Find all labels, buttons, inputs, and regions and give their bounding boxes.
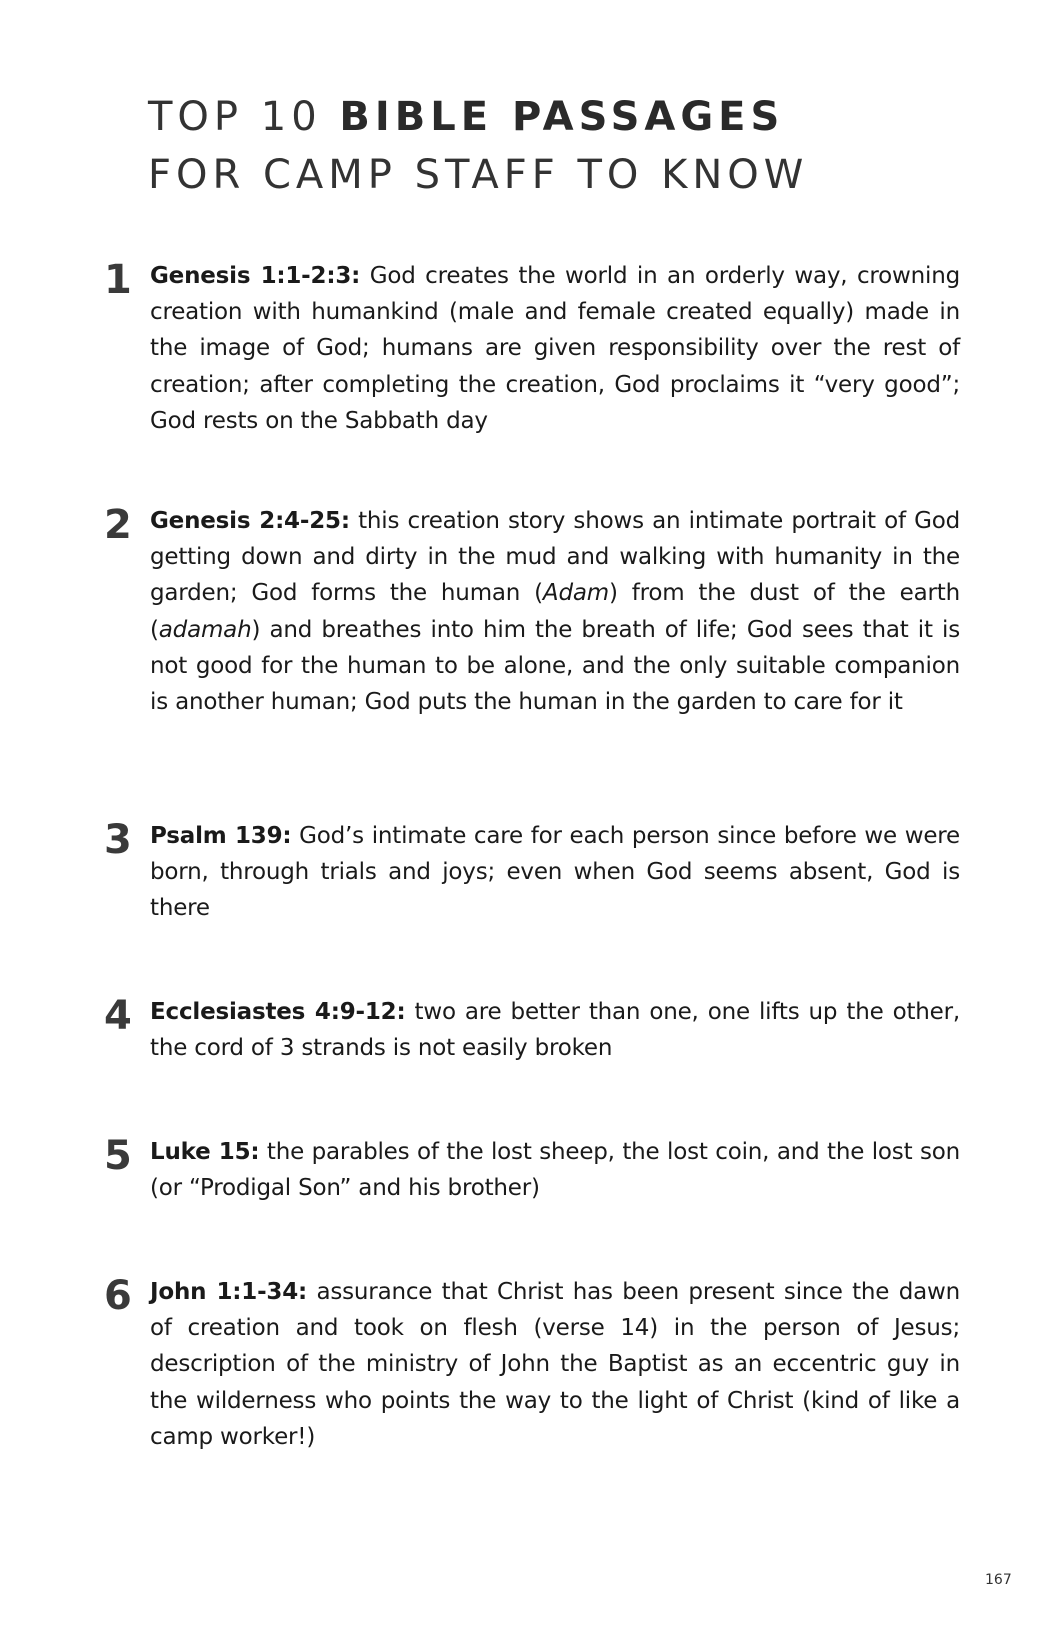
passage-text — [150, 818, 960, 927]
passage-description-part-b: ) from the dust of the earth ( — [150, 580, 960, 643]
passage-text — [150, 258, 960, 439]
passage-number: 3 — [104, 817, 132, 863]
passage-description: God’s intimate care for each person since before we were born, through trials and joys; even when God seems absent, God is there — [150, 823, 960, 922]
passage-description-part-c: ) and breathes into him the breath of life; God sees that it is not good for the human to be alone, and the only suitable companion is another human; God puts the human in the garden to care for it — [150, 616, 960, 716]
title-bold: BIBLE PASSAGES — [339, 94, 785, 140]
title-line-1 — [148, 88, 968, 146]
passage-italic-adamah: adamah — [158, 616, 252, 643]
passage-reference: Luke 15: — [150, 1139, 260, 1165]
passage-description: God creates the world in an orderly way, crowning creation with humankind (male and female created equally) made in the image of God; humans are given responsibility over the rest of creation; after completing the creation, God proclaims it “very good”; God rests on the Sabbath day — [150, 263, 960, 434]
passage-description: assurance that Christ has been present since the dawn of creation and took on flesh (verse 14) in the person of Jesus; description of the ministry of John the Baptist as an eccentric guy in the wilderness who points the way to the light of Christ (kind of like a camp worker!) — [150, 1279, 960, 1450]
passage-reference: John 1:1-34: — [150, 1279, 308, 1305]
passage-reference: Psalm 139: — [150, 823, 292, 849]
passage-reference: Genesis 1:1-2:3: — [150, 263, 361, 289]
title-prefix: TOP 10 — [148, 94, 340, 140]
passage-text — [150, 1134, 960, 1206]
page-number: 167 — [985, 1572, 1012, 1588]
passage-number: 4 — [104, 993, 132, 1039]
passage-text — [150, 503, 960, 720]
page-title — [148, 88, 968, 204]
passage-reference: Ecclesiastes 4:9-12: — [150, 999, 406, 1025]
passage-description-part-a: this creation story shows an intimate portrait of God getting down and dirty in the mud and walking with humanity in the garden; God forms the human ( — [150, 508, 960, 607]
passage-italic-adam: Adam — [542, 580, 609, 607]
passage-text — [150, 1274, 960, 1455]
passage-text — [150, 994, 960, 1066]
title-line-2: FOR CAMP STAFF TO KNOW — [148, 152, 809, 198]
passage-reference: Genesis 2:4-25: — [150, 508, 350, 534]
passage-description: the parables of the lost sheep, the lost coin, and the lost son (or “Prodigal Son” and his brother) — [150, 1139, 960, 1202]
passage-number: 6 — [104, 1273, 132, 1319]
passage-number: 1 — [104, 257, 132, 303]
passage-number: 2 — [104, 502, 132, 548]
passage-number: 5 — [104, 1133, 132, 1179]
passage-description: two are better than one, one lifts up the other, the cord of 3 strands is not easily broken — [150, 999, 960, 1062]
